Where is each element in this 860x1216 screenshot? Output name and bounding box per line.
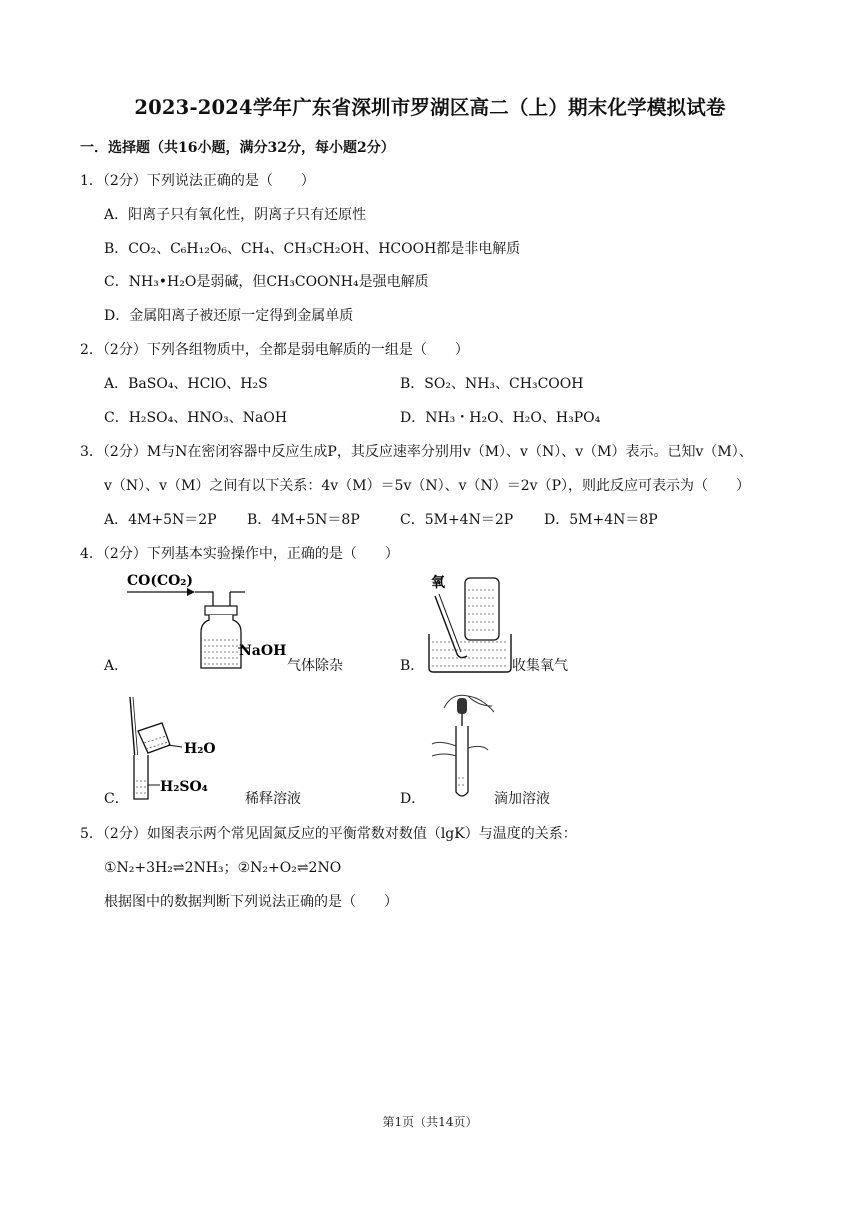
figure-gas-label: CO(CO₂) [127,573,194,589]
question-1-option-d: D．金属阳离子被还原一定得到金属单质 [104,308,354,324]
question-1-option-b: B．CO₂、C₆H₁₂O₆、CH₄、CH₃CH₂OH、HCOOH都是非电解质 [104,241,521,257]
question-4-option-b-caption: 收集氧气 [512,658,568,674]
gas-collection-figure [425,570,515,676]
gas-washing-bottle-figure [125,568,290,673]
question-2-option-b: B．SO₂、NH₃、CH₃COOH [400,376,584,392]
dropper-figure [422,686,502,804]
question-1-option-c: C．NH₃•H₂O是弱碱，但CH₃COONH₄是强电解质 [104,274,429,290]
question-2-option-c: C．H₂SO₄、HNO₃、NaOH [104,410,288,426]
question-4-option-a-caption: 气体除杂 [287,658,343,674]
page-title: 2023-2024学年广东省深圳市罗湖区高二（上）期末化学模拟试卷 [134,96,726,119]
figure-oxygen-label: 氧 [431,575,445,591]
question-3-stem-line-1: 3．（2分）M与N在密闭容器中反应生成P，其反应速率分别用v（M）、v（N）、v（M）表示。已知v（M）、 [80,444,753,460]
question-3-option-c: C．5M+4N＝2P [400,512,514,528]
question-4-option-d-caption: 滴加溶液 [494,791,550,807]
question-1-stem: 1．（2分）下列说法正确的是（ ） [80,173,315,189]
question-4-option-c-label: C． [104,791,129,807]
question-5-reactions: ①N₂+3H₂⇌2NH₃；②N₂+O₂⇌2NO [104,860,342,876]
figure-reagent-label: NaOH [239,643,287,659]
question-4-option-b-label: B． [400,658,425,674]
question-4-option-c-caption: 稀释溶液 [245,791,301,807]
question-2-option-d: D．NH₃・H₂O、H₂O、H₃PO₄ [400,410,601,426]
page-footer: 第1页（共14页） [382,1115,478,1129]
figure-acid-label: H₂SO₄ [160,779,208,795]
question-5-ask: 根据图中的数据判断下列说法正确的是（ ） [104,894,398,910]
question-3-option-d: D．5M+4N＝8P [544,512,658,528]
figure-water-label: H₂O [184,741,216,757]
question-2-option-a: A．BaSO₄、HClO、H₂S [104,376,268,392]
question-1-option-a: A．阳离子只有氧化性，阴离子只有还原性 [104,207,367,223]
question-4-stem: 4．（2分）下列基本实验操作中，正确的是（ ） [80,546,399,562]
dilution-figure [122,693,227,805]
question-3-option-a: A．4M+5N＝2P [104,512,217,528]
question-4-option-d-label: D． [400,791,426,807]
question-2-stem: 2．（2分）下列各组物质中，全都是弱电解质的一组是（ ） [80,342,469,358]
question-4-option-a-label: A． [104,658,129,674]
question-5-stem: 5．（2分）如图表示两个常见固氮反应的平衡常数对数值（lgK）与温度的关系： [80,826,577,842]
section-heading: 一．选择题（共16小题，满分32分，每小题2分） [80,140,395,156]
question-3-stem-line-2: v（N）、v（M）之间有以下关系：4v（M）＝5v（N）、v（N）＝2v（P），则此反应可表示为（ ） [104,478,751,494]
question-3-option-b: B．4M+5N＝8P [247,512,360,528]
